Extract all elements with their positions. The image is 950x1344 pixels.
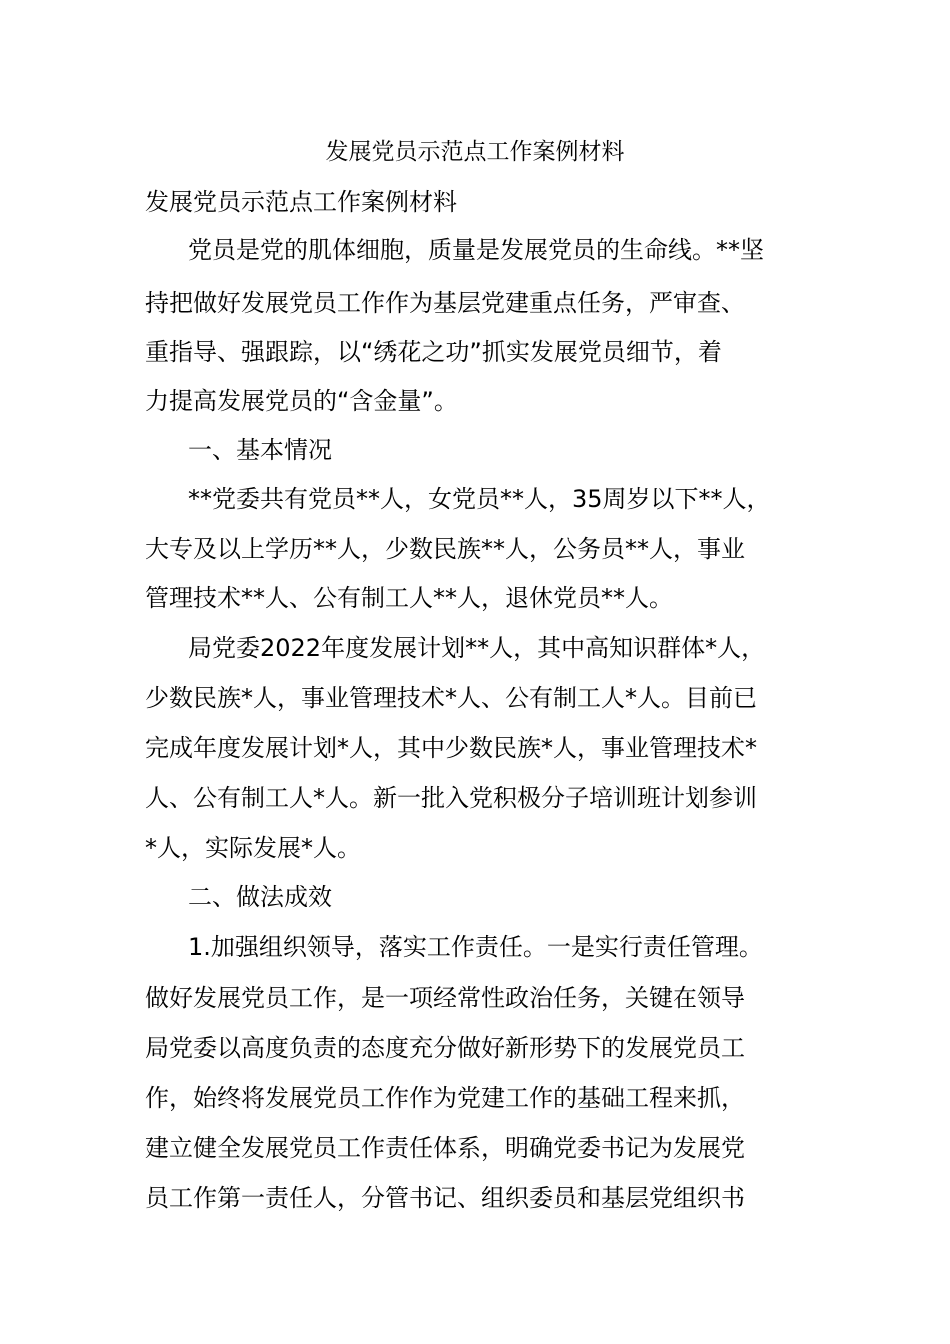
paragraph-line: 大专及以上学历**人，少数民族**人，公务员**人，事业	[145, 535, 745, 563]
paragraph-line: 局党委以高度负责的态度充分做好新形势下的发展党员工	[145, 1034, 745, 1062]
paragraph-line: 人、公有制工人*人。新一批入党积极分子培训班计划参训	[145, 784, 757, 812]
paragraph-line: 党员是党的肌体细胞，质量是发展党员的生命线。**坚	[188, 236, 764, 264]
paragraph-line: 1.加强组织领导，落实工作责任。一是实行责任管理。	[188, 933, 763, 961]
paragraph-line: 力提高发展党员的“含金量”。	[145, 387, 458, 415]
paragraph-line: *人，实际发展*人。	[145, 834, 361, 862]
section-heading: 二、做法成效	[188, 883, 332, 911]
paragraph-line: 重指导、强跟踪，以“绣花之功”抓实发展党员细节，着	[145, 338, 722, 366]
paragraph-line: 做好发展党员工作，是一项经常性政治任务，关键在领导	[145, 984, 745, 1012]
paragraph-line: 员工作第一责任人，分管书记、组织委员和基层党组织书	[145, 1184, 745, 1212]
paragraph-line: 持把做好发展党员工作作为基层党建重点任务，严审查、	[145, 289, 745, 317]
paragraph-line: 局党委2022年度发展计划**人，其中高知识群体*人，	[188, 634, 766, 662]
paragraph-line: **党委共有党员**人，女党员**人，35周岁以下**人，	[188, 485, 771, 513]
section-heading: 一、基本情况	[188, 436, 332, 464]
paragraph-line: 完成年度发展计划*人，其中少数民族*人，事业管理技术*	[145, 734, 757, 762]
document-title: 发展党员示范点工作案例材料	[325, 139, 625, 165]
paragraph-line: 管理技术**人、公有制工人**人，退休党员**人。	[145, 584, 673, 612]
document-subtitle: 发展党员示范点工作案例材料	[145, 188, 457, 216]
paragraph-line: 建立健全发展党员工作责任体系，明确党委书记为发展党	[145, 1134, 745, 1162]
paragraph-line: 少数民族*人，事业管理技术*人、公有制工人*人。目前已	[145, 684, 757, 712]
paragraph-line: 作，始终将发展党员工作作为党建工作的基础工程来抓，	[145, 1084, 745, 1112]
